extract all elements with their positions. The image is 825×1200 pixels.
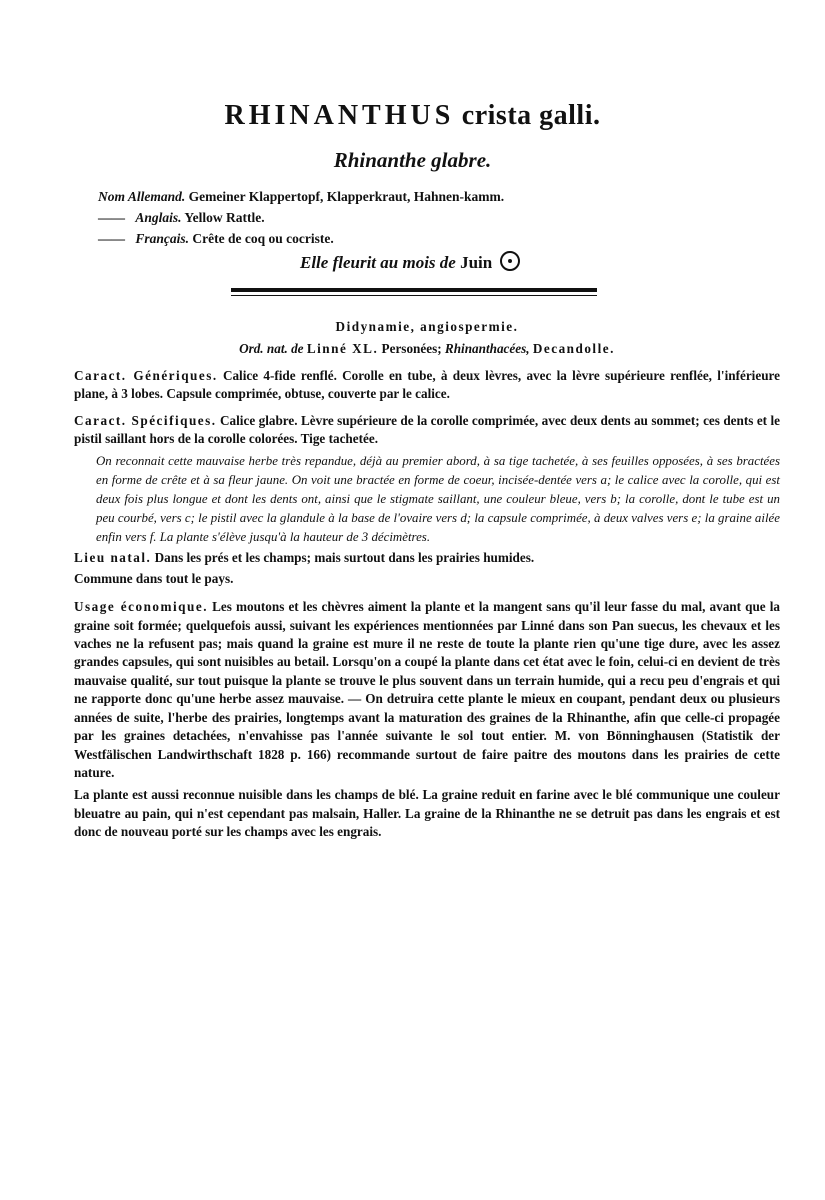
usage-text: Les moutons et les chèvres aiment la plante et la mangent sans qu'il leur fasse du mal, avant que la graine soit formée; quelquefois aussi, suivant les expériences mentionnées par Linné dans son Pan suecus, les chevaux et les vaches ne la refusent pas; mais quand la graine est mure il ne reste de toute la plante rien qu'une tige dure, avec les assez grandes capsules, qui sont nuisibles au betail. Lorsqu'on a coupé la plante dans cet état avec le foin, celui-ci en devient de très mauvaise qualité, sur tout puisque la plante se trouve le plus souvent dans un terrain humide, qui a recu peu d'engrais et qui ne rapporte donc qu'une herbe assez mauvaise. — On detruira cette plante le mieux en coupant, pendant deux ou plusieurs années de suite, l'herbe des prairies, longtemps avant la maturation des graines de la Rhinanthe, afin que celle-ci propagée par les graines detachées, n'envahisse pas l'année suivante le sol tout entier. M. von Bönninghausen (Statistik der Westfälischen Landwirthschaft 1828 p. 166) recommande surtout de faire paitre des moutons dans les prairies de cette nature. xyxy=(74,599,781,780)
name-value: Crête de coq ou cocriste. xyxy=(192,231,334,246)
name-row-english xyxy=(98,207,504,228)
name-value: Yellow Rattle. xyxy=(184,210,265,225)
ditto-dash: —— xyxy=(98,231,125,246)
ditto-dash: —— xyxy=(98,210,125,225)
order-personees: Personées; xyxy=(381,341,442,357)
habitat-text: Dans les prés et les champs; mais surtout dans les prairies humides. xyxy=(154,550,535,566)
generic-characters xyxy=(74,367,780,404)
name-value: Gemeiner Klappertopf, Klapperkraut, Hahnen-kamm. xyxy=(188,189,505,204)
divider-thick xyxy=(231,288,597,292)
usage-label: Usage économique. xyxy=(74,599,208,615)
french-name: Rhinanthe glabre. xyxy=(333,148,492,172)
name-label: Nom Allemand. xyxy=(98,189,186,204)
order-linne: Linné XL. xyxy=(306,341,379,357)
natural-order xyxy=(74,340,780,358)
generic-label: Caract. Génériques. xyxy=(74,367,218,383)
economic-usage xyxy=(74,598,780,782)
genus-name: RHINANTHUS xyxy=(224,100,455,131)
generic-text: Calice 4-fide renflé. Corolle en tube, à deux lèvres, avec la lèvre supérieure renflée, l'inférieure plane, à 3 lobes. Capsule comprimée, obtuse, couverte par le calice. xyxy=(74,367,781,402)
name-row-french xyxy=(98,228,504,249)
page-title xyxy=(0,100,825,132)
order-author: Decandolle. xyxy=(532,341,615,357)
divider-thin xyxy=(231,295,597,296)
classification: Didynamie, angiospermie. xyxy=(335,319,519,334)
specific-characters xyxy=(74,412,780,449)
flowering-time xyxy=(300,251,520,273)
specific-label: Caract. Spécifiques. xyxy=(74,412,217,428)
habitat xyxy=(74,549,780,567)
main-text xyxy=(74,318,780,842)
name-label: Anglais. xyxy=(135,210,182,225)
species-name: crista galli. xyxy=(461,100,601,131)
common-names xyxy=(98,186,504,249)
habitat-note: Commune dans tout le pays. xyxy=(74,570,234,586)
closing-paragraph: La plante est aussi reconnue nuisible dans les champs de blé. La graine reduit en farine avec le blé communique une couleur bleuatre au pain, qui n'est cependant pas malsain, Haller. La graine de la Rhinanthe ne se detruit pas dans les engrais et est donc de nouveau porté sur les champs avec les engrais. xyxy=(74,787,780,840)
order-prefix: Ord. nat. de xyxy=(239,341,304,357)
observation-paragraph: On reconnait cette mauvaise herbe très repandue, déjà au premier abord, à sa tige tachetée, à ses feuilles opposées, à ses bractées en forme de crête et à sa fleur jaune. On voit une bractée en forme de coeur, incisée-dentée vers a; le calice avec la corolle, qui est deux fois plus longue et dont les dents ont, ainsi que le stigmate saillant, une couleur bleue, vers b; la corolle, dont le tube est un peu courbé, vers c; le pistil avec la glandule à la base de l'ovaire vers d; la capsule comprimée, à deux valves vers e; la graine ailée enfin vers f. La plante s'élève jusqu'à la hauteur de 3 décimètres. xyxy=(96,454,780,545)
sun-symbol-icon xyxy=(500,251,520,271)
habitat-label: Lieu natal. xyxy=(74,550,152,566)
specific-text: Calice glabre. Lèvre supérieure de la corolle comprimée, avec deux dents au sommet; ces dents et le pistil saillant hors de la corolle colorées. Tige tachetée. xyxy=(74,412,781,447)
name-row-german xyxy=(98,186,504,207)
flowering-text: Elle fleurit au mois de xyxy=(300,253,456,272)
order-family: Rhinanthacées, xyxy=(444,341,530,357)
name-label: Français. xyxy=(135,231,190,246)
flowering-month: Juin xyxy=(460,253,493,272)
